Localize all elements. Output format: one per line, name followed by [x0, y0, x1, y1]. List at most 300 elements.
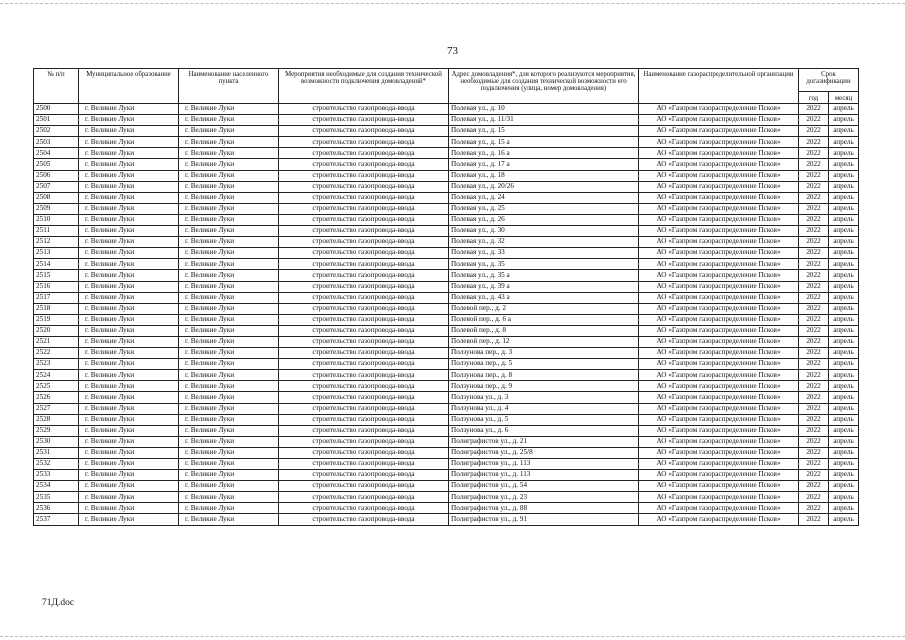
table-row [34, 514, 859, 525]
year-cell: 2022 [799, 503, 829, 514]
row-number: 2527 [34, 403, 79, 414]
table-row [34, 214, 859, 225]
address-cell: Полевая ул., д. 11/31 [449, 115, 639, 126]
activity-cell: строительство газопровода-ввода [279, 447, 449, 458]
header-deadline: Срок догазификации [799, 69, 859, 92]
organization-cell: АО «Газпром газораспределение Псков» [639, 214, 799, 225]
row-number: 2518 [34, 303, 79, 314]
table-row [34, 248, 859, 259]
year-cell: 2022 [799, 192, 829, 203]
locality-cell: г. Великие Луки [179, 148, 279, 159]
municipality-cell: г. Великие Луки [79, 192, 179, 203]
organization-cell: АО «Газпром газораспределение Псков» [639, 137, 799, 148]
activity-cell: строительство газопровода-ввода [279, 292, 449, 303]
municipality-cell: г. Великие Луки [79, 214, 179, 225]
row-number: 2508 [34, 192, 79, 203]
locality-cell: г. Великие Луки [179, 226, 279, 237]
activity-cell: строительство газопровода-ввода [279, 314, 449, 325]
address-cell: Полевая ул., д. 18 [449, 170, 639, 181]
municipality-cell: г. Великие Луки [79, 137, 179, 148]
locality-cell: г. Великие Луки [179, 192, 279, 203]
month-cell: апрель [829, 459, 859, 470]
year-cell: 2022 [799, 281, 829, 292]
activity-cell: строительство газопровода-ввода [279, 259, 449, 270]
month-cell: апрель [829, 181, 859, 192]
month-cell: апрель [829, 359, 859, 370]
address-cell: Ползунова ул., д. 4 [449, 403, 639, 414]
year-cell: 2022 [799, 336, 829, 347]
month-cell: апрель [829, 492, 859, 503]
row-number: 2510 [34, 214, 79, 225]
address-cell: Полевая ул., д. 24 [449, 192, 639, 203]
header-organization: Наименование газораспределительной организации [639, 69, 799, 104]
address-cell: Полиграфистов ул., д. 23 [449, 492, 639, 503]
table-row [34, 226, 859, 237]
address-cell: Полевая ул., д. 17 а [449, 159, 639, 170]
organization-cell: АО «Газпром газораспределение Псков» [639, 292, 799, 303]
locality-cell: г. Великие Луки [179, 203, 279, 214]
year-cell: 2022 [799, 459, 829, 470]
year-cell: 2022 [799, 137, 829, 148]
table-row [34, 192, 859, 203]
organization-cell: АО «Газпром газораспределение Псков» [639, 192, 799, 203]
row-number: 2505 [34, 159, 79, 170]
activity-cell: строительство газопровода-ввода [279, 137, 449, 148]
activity-cell: строительство газопровода-ввода [279, 370, 449, 381]
organization-cell: АО «Газпром газораспределение Псков» [639, 348, 799, 359]
table-row [34, 470, 859, 481]
locality-cell: г. Великие Луки [179, 303, 279, 314]
month-cell: апрель [829, 259, 859, 270]
organization-cell: АО «Газпром газораспределение Псков» [639, 336, 799, 347]
address-cell: Полевой пер., д. 8 [449, 325, 639, 336]
year-cell: 2022 [799, 392, 829, 403]
organization-cell: АО «Газпром газораспределение Псков» [639, 370, 799, 381]
address-cell: Полевая ул., д. 15 [449, 126, 639, 137]
address-cell: Ползунова пер., д. 5 [449, 359, 639, 370]
row-number: 2528 [34, 414, 79, 425]
locality-cell: г. Великие Луки [179, 159, 279, 170]
activity-cell: строительство газопровода-ввода [279, 514, 449, 525]
year-cell: 2022 [799, 348, 829, 359]
address-cell: Полевая ул., д. 35 [449, 259, 639, 270]
table-row [34, 181, 859, 192]
month-cell: апрель [829, 237, 859, 248]
activity-cell: строительство газопровода-ввода [279, 203, 449, 214]
month-cell: апрель [829, 104, 859, 115]
table-row [34, 203, 859, 214]
locality-cell: г. Великие Луки [179, 115, 279, 126]
table-row [34, 104, 859, 115]
municipality-cell: г. Великие Луки [79, 481, 179, 492]
address-cell: Полевая ул., д. 20/26 [449, 181, 639, 192]
table-row [34, 292, 859, 303]
year-cell: 2022 [799, 492, 829, 503]
organization-cell: АО «Газпром газораспределение Псков» [639, 270, 799, 281]
year-cell: 2022 [799, 414, 829, 425]
row-number: 2515 [34, 270, 79, 281]
month-cell: апрель [829, 447, 859, 458]
month-cell: апрель [829, 292, 859, 303]
address-cell: Полиграфистов ул., д. 113 [449, 459, 639, 470]
table-row [34, 237, 859, 248]
year-cell: 2022 [799, 203, 829, 214]
header-activities: Мероприятия необходимые для создания технической возможности подключения домовладений* [279, 69, 449, 104]
activity-cell: строительство газопровода-ввода [279, 470, 449, 481]
locality-cell: г. Великие Луки [179, 248, 279, 259]
scan-top-edge [0, 3, 905, 4]
address-cell: Полевая ул., д. 33 [449, 248, 639, 259]
activity-cell: строительство газопровода-ввода [279, 148, 449, 159]
month-cell: апрель [829, 170, 859, 181]
row-number: 2533 [34, 470, 79, 481]
address-cell: Полиграфистов ул., д. 113 [449, 470, 639, 481]
organization-cell: АО «Газпром газораспределение Псков» [639, 226, 799, 237]
address-cell: Полиграфистов ул., д. 25/8 [449, 447, 639, 458]
month-cell: апрель [829, 381, 859, 392]
address-cell: Полевой пер., д. 2 [449, 303, 639, 314]
table-row [34, 336, 859, 347]
address-cell: Полевая ул., д. 35 а [449, 270, 639, 281]
activity-cell: строительство газопровода-ввода [279, 392, 449, 403]
municipality-cell: г. Великие Луки [79, 470, 179, 481]
address-cell: Ползунова пер., д. 8 [449, 370, 639, 381]
month-cell: апрель [829, 325, 859, 336]
month-cell: апрель [829, 126, 859, 137]
organization-cell: АО «Газпром газораспределение Псков» [639, 148, 799, 159]
address-cell: Полевой пер., д. 6 а [449, 314, 639, 325]
table-row [34, 348, 859, 359]
municipality-cell: г. Великие Луки [79, 436, 179, 447]
month-cell: апрель [829, 425, 859, 436]
row-number: 2507 [34, 181, 79, 192]
activity-cell: строительство газопровода-ввода [279, 325, 449, 336]
locality-cell: г. Великие Луки [179, 370, 279, 381]
year-cell: 2022 [799, 104, 829, 115]
table-row [34, 137, 859, 148]
header-year: год [799, 92, 829, 104]
activity-cell: строительство газопровода-ввода [279, 459, 449, 470]
municipality-cell: г. Великие Луки [79, 159, 179, 170]
year-cell: 2022 [799, 115, 829, 126]
table-row [34, 492, 859, 503]
table-row [34, 270, 859, 281]
year-cell: 2022 [799, 292, 829, 303]
locality-cell: г. Великие Луки [179, 270, 279, 281]
row-number: 2524 [34, 370, 79, 381]
row-number: 2501 [34, 115, 79, 126]
locality-cell: г. Великие Луки [179, 259, 279, 270]
organization-cell: АО «Газпром газораспределение Псков» [639, 492, 799, 503]
table-row [34, 425, 859, 436]
year-cell: 2022 [799, 181, 829, 192]
activity-cell: строительство газопровода-ввода [279, 336, 449, 347]
municipality-cell: г. Великие Луки [79, 459, 179, 470]
address-cell: Полевая ул., д. 26 [449, 214, 639, 225]
row-number: 2517 [34, 292, 79, 303]
header-municipality: Муниципальное образование [79, 69, 179, 104]
year-cell: 2022 [799, 425, 829, 436]
gasification-table [33, 68, 859, 526]
locality-cell: г. Великие Луки [179, 137, 279, 148]
municipality-cell: г. Великие Луки [79, 303, 179, 314]
address-cell: Полевая ул., д. 43 а [449, 292, 639, 303]
municipality-cell: г. Великие Луки [79, 392, 179, 403]
municipality-cell: г. Великие Луки [79, 237, 179, 248]
locality-cell: г. Великие Луки [179, 392, 279, 403]
address-cell: Полевая ул., д. 39 а [449, 281, 639, 292]
table-row [34, 159, 859, 170]
month-cell: апрель [829, 514, 859, 525]
municipality-cell: г. Великие Луки [79, 381, 179, 392]
row-number: 2529 [34, 425, 79, 436]
activity-cell: строительство газопровода-ввода [279, 436, 449, 447]
table-row [34, 381, 859, 392]
organization-cell: АО «Газпром газораспределение Псков» [639, 115, 799, 126]
year-cell: 2022 [799, 126, 829, 137]
year-cell: 2022 [799, 170, 829, 181]
activity-cell: строительство газопровода-ввода [279, 248, 449, 259]
year-cell: 2022 [799, 325, 829, 336]
activity-cell: строительство газопровода-ввода [279, 270, 449, 281]
organization-cell: АО «Газпром газораспределение Псков» [639, 126, 799, 137]
organization-cell: АО «Газпром газораспределение Псков» [639, 203, 799, 214]
municipality-cell: г. Великие Луки [79, 447, 179, 458]
row-number: 2513 [34, 248, 79, 259]
locality-cell: г. Великие Луки [179, 425, 279, 436]
activity-cell: строительство газопровода-ввода [279, 226, 449, 237]
activity-cell: строительство газопровода-ввода [279, 104, 449, 115]
municipality-cell: г. Великие Луки [79, 248, 179, 259]
municipality-cell: г. Великие Луки [79, 348, 179, 359]
month-cell: апрель [829, 226, 859, 237]
activity-cell: строительство газопровода-ввода [279, 126, 449, 137]
locality-cell: г. Великие Луки [179, 281, 279, 292]
locality-cell: г. Великие Луки [179, 436, 279, 447]
organization-cell: АО «Газпром газораспределение Псков» [639, 181, 799, 192]
activity-cell: строительство газопровода-ввода [279, 503, 449, 514]
year-cell: 2022 [799, 370, 829, 381]
municipality-cell: г. Великие Луки [79, 259, 179, 270]
table-header [34, 69, 859, 104]
address-cell: Полиграфистов ул., д. 88 [449, 503, 639, 514]
month-cell: апрель [829, 303, 859, 314]
activity-cell: строительство газопровода-ввода [279, 170, 449, 181]
row-number: 2506 [34, 170, 79, 181]
row-number: 2520 [34, 325, 79, 336]
year-cell: 2022 [799, 447, 829, 458]
locality-cell: г. Великие Луки [179, 336, 279, 347]
organization-cell: АО «Газпром газораспределение Псков» [639, 359, 799, 370]
municipality-cell: г. Великие Луки [79, 503, 179, 514]
year-cell: 2022 [799, 314, 829, 325]
organization-cell: АО «Газпром газораспределение Псков» [639, 414, 799, 425]
year-cell: 2022 [799, 226, 829, 237]
organization-cell: АО «Газпром газораспределение Псков» [639, 170, 799, 181]
page-number: 73 [447, 45, 458, 57]
municipality-cell: г. Великие Луки [79, 370, 179, 381]
organization-cell: АО «Газпром газораспределение Псков» [639, 403, 799, 414]
scan-bottom-edge [0, 636, 905, 637]
organization-cell: АО «Газпром газораспределение Псков» [639, 259, 799, 270]
locality-cell: г. Великие Луки [179, 403, 279, 414]
row-number: 2509 [34, 203, 79, 214]
row-number: 2537 [34, 514, 79, 525]
activity-cell: строительство газопровода-ввода [279, 303, 449, 314]
locality-cell: г. Великие Луки [179, 514, 279, 525]
address-cell: Ползунова пер., д. 3 [449, 348, 639, 359]
municipality-cell: г. Великие Луки [79, 314, 179, 325]
row-number: 2519 [34, 314, 79, 325]
table-body [34, 104, 859, 526]
organization-cell: АО «Газпром газораспределение Псков» [639, 314, 799, 325]
table-row [34, 403, 859, 414]
header-address: Адрес домовладения*, для которого реализуются мероприятия, необходимые для создания технической возможности его подключения (улица, номер домовладения) [449, 69, 639, 104]
locality-cell: г. Великие Луки [179, 325, 279, 336]
month-cell: апрель [829, 436, 859, 447]
municipality-cell: г. Великие Луки [79, 325, 179, 336]
organization-cell: АО «Газпром газораспределение Псков» [639, 503, 799, 514]
table-row [34, 481, 859, 492]
file-name-footer: 71Д.doc [42, 598, 75, 608]
table-row [34, 325, 859, 336]
table-row [34, 414, 859, 425]
municipality-cell: г. Великие Луки [79, 270, 179, 281]
table-row [34, 170, 859, 181]
activity-cell: строительство газопровода-ввода [279, 237, 449, 248]
year-cell: 2022 [799, 381, 829, 392]
month-cell: апрель [829, 503, 859, 514]
organization-cell: АО «Газпром газораспределение Псков» [639, 481, 799, 492]
activity-cell: строительство газопровода-ввода [279, 492, 449, 503]
year-cell: 2022 [799, 470, 829, 481]
activity-cell: строительство газопровода-ввода [279, 115, 449, 126]
row-number: 2511 [34, 226, 79, 237]
year-cell: 2022 [799, 436, 829, 447]
row-number: 2532 [34, 459, 79, 470]
activity-cell: строительство газопровода-ввода [279, 192, 449, 203]
month-cell: апрель [829, 481, 859, 492]
month-cell: апрель [829, 336, 859, 347]
address-cell: Ползунова ул., д. 5 [449, 414, 639, 425]
row-number: 2500 [34, 104, 79, 115]
row-number: 2521 [34, 336, 79, 347]
table-row [34, 392, 859, 403]
locality-cell: г. Великие Луки [179, 414, 279, 425]
municipality-cell: г. Великие Луки [79, 414, 179, 425]
table-row [34, 281, 859, 292]
month-cell: апрель [829, 348, 859, 359]
month-cell: апрель [829, 192, 859, 203]
table-row [34, 148, 859, 159]
municipality-cell: г. Великие Луки [79, 115, 179, 126]
municipality-cell: г. Великие Луки [79, 181, 179, 192]
month-cell: апрель [829, 314, 859, 325]
year-cell: 2022 [799, 270, 829, 281]
table-row [34, 126, 859, 137]
year-cell: 2022 [799, 259, 829, 270]
organization-cell: АО «Газпром газораспределение Псков» [639, 381, 799, 392]
activity-cell: строительство газопровода-ввода [279, 348, 449, 359]
activity-cell: строительство газопровода-ввода [279, 359, 449, 370]
row-number: 2536 [34, 503, 79, 514]
row-number: 2531 [34, 447, 79, 458]
address-cell: Полевая ул., д. 10 [449, 104, 639, 115]
municipality-cell: г. Великие Луки [79, 492, 179, 503]
organization-cell: АО «Газпром газораспределение Псков» [639, 459, 799, 470]
month-cell: апрель [829, 392, 859, 403]
address-cell: Полевая ул., д. 25 [449, 203, 639, 214]
municipality-cell: г. Великие Луки [79, 148, 179, 159]
organization-cell: АО «Газпром газораспределение Псков» [639, 303, 799, 314]
organization-cell: АО «Газпром газораспределение Псков» [639, 514, 799, 525]
locality-cell: г. Великие Луки [179, 314, 279, 325]
activity-cell: строительство газопровода-ввода [279, 381, 449, 392]
municipality-cell: г. Великие Луки [79, 292, 179, 303]
organization-cell: АО «Газпром газораспределение Псков» [639, 325, 799, 336]
activity-cell: строительство газопровода-ввода [279, 425, 449, 436]
activity-cell: строительство газопровода-ввода [279, 214, 449, 225]
locality-cell: г. Великие Луки [179, 492, 279, 503]
locality-cell: г. Великие Луки [179, 481, 279, 492]
row-number: 2523 [34, 359, 79, 370]
locality-cell: г. Великие Луки [179, 104, 279, 115]
municipality-cell: г. Великие Луки [79, 336, 179, 347]
locality-cell: г. Великие Луки [179, 126, 279, 137]
municipality-cell: г. Великие Луки [79, 425, 179, 436]
month-cell: апрель [829, 137, 859, 148]
organization-cell: АО «Газпром газораспределение Псков» [639, 436, 799, 447]
table-row [34, 503, 859, 514]
municipality-cell: г. Великие Луки [79, 104, 179, 115]
locality-cell: г. Великие Луки [179, 470, 279, 481]
month-cell: апрель [829, 115, 859, 126]
header-month: месяц [829, 92, 859, 104]
organization-cell: АО «Газпром газораспределение Псков» [639, 281, 799, 292]
municipality-cell: г. Великие Луки [79, 281, 179, 292]
table-row [34, 115, 859, 126]
activity-cell: строительство газопровода-ввода [279, 481, 449, 492]
activity-cell: строительство газопровода-ввода [279, 414, 449, 425]
month-cell: апрель [829, 270, 859, 281]
year-cell: 2022 [799, 359, 829, 370]
organization-cell: АО «Газпром газораспределение Псков» [639, 159, 799, 170]
year-cell: 2022 [799, 303, 829, 314]
month-cell: апрель [829, 281, 859, 292]
locality-cell: г. Великие Луки [179, 503, 279, 514]
year-cell: 2022 [799, 159, 829, 170]
address-cell: Полевая ул., д. 32 [449, 237, 639, 248]
activity-cell: строительство газопровода-ввода [279, 159, 449, 170]
year-cell: 2022 [799, 514, 829, 525]
table-row [34, 370, 859, 381]
table-row [34, 459, 859, 470]
locality-cell: г. Великие Луки [179, 447, 279, 458]
organization-cell: АО «Газпром газораспределение Псков» [639, 425, 799, 436]
address-cell: Полиграфистов ул., д. 54 [449, 481, 639, 492]
month-cell: апрель [829, 403, 859, 414]
year-cell: 2022 [799, 248, 829, 259]
year-cell: 2022 [799, 214, 829, 225]
table-row [34, 359, 859, 370]
locality-cell: г. Великие Луки [179, 359, 279, 370]
address-cell: Полиграфистов ул., д. 21 [449, 436, 639, 447]
municipality-cell: г. Великие Луки [79, 170, 179, 181]
municipality-cell: г. Великие Луки [79, 403, 179, 414]
organization-cell: АО «Газпром газораспределение Псков» [639, 447, 799, 458]
table-row [34, 303, 859, 314]
activity-cell: строительство газопровода-ввода [279, 181, 449, 192]
